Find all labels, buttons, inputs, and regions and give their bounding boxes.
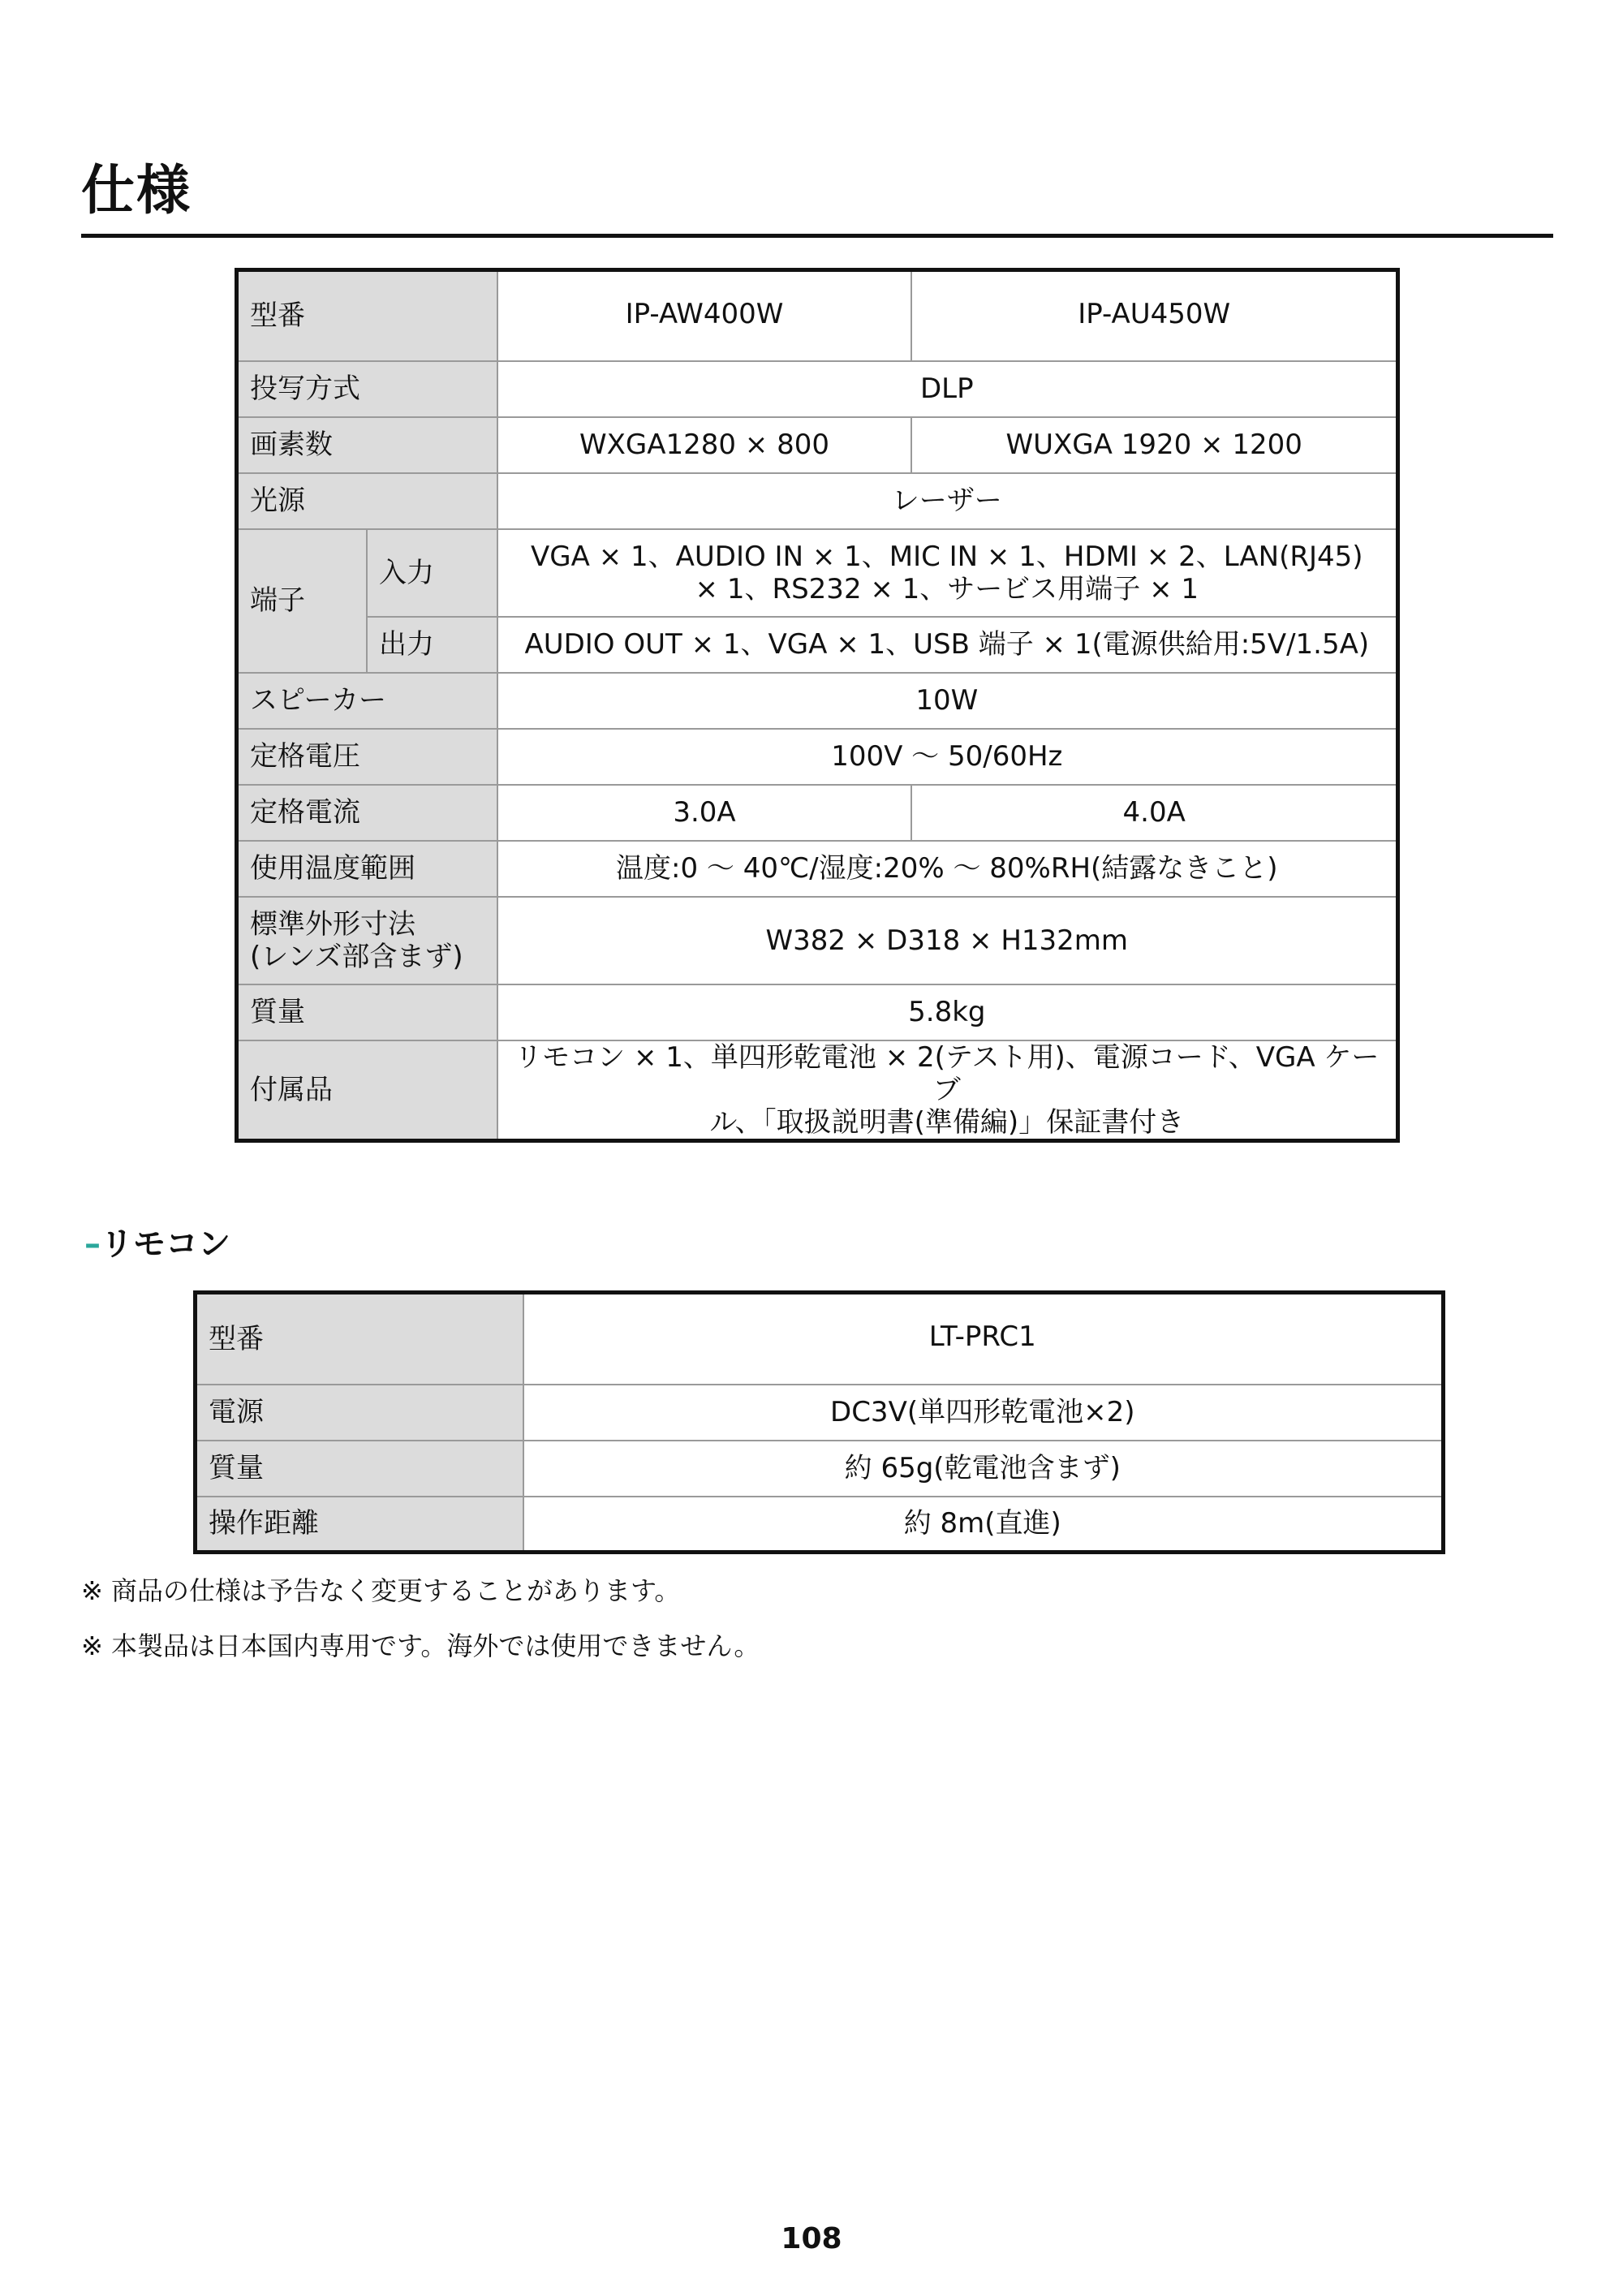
- pixels-value-aw400w: WXGA1280 × 800: [497, 417, 912, 473]
- table-row: [237, 270, 1398, 361]
- row-label-output: 出力: [367, 617, 497, 673]
- speaker-value: 10W: [497, 673, 1398, 729]
- remote-row-label-model: 型番: [196, 1293, 523, 1385]
- dimensions-label-line-2: (レンズ部含まず): [250, 940, 463, 973]
- spec-table: [235, 268, 1400, 1143]
- dimensions-label-line-1: 標準外形寸法: [250, 907, 415, 941]
- rated-current-value-au450w: 4.0A: [911, 785, 1397, 841]
- row-label-projection: 投写方式: [237, 361, 497, 417]
- row-label-temperature: 使用温度範囲: [237, 841, 497, 897]
- remote-power-value: DC3V(単四形乾電池×2): [523, 1385, 1444, 1441]
- row-label-speaker: スピーカー: [237, 673, 497, 729]
- remote-row-label-range: 操作距離: [196, 1497, 523, 1553]
- table-row: [237, 673, 1398, 729]
- row-label-dimensions: [237, 897, 497, 984]
- row-label-accessories: 付属品: [237, 1040, 497, 1141]
- remote-row-label-mass: 質量: [196, 1441, 523, 1497]
- row-label-model: 型番: [237, 270, 497, 361]
- page-number: 108: [781, 2222, 842, 2255]
- table-row: [237, 1040, 1398, 1141]
- table-row: [237, 984, 1398, 1040]
- heading-dash: –: [84, 1226, 101, 1263]
- note-domestic-use-only: ※ 本製品は日本国内専用です。海外では使用できません。: [81, 1630, 760, 1661]
- table-row: [196, 1497, 1444, 1553]
- projection-value: DLP: [497, 361, 1398, 417]
- rated-current-value-aw400w: 3.0A: [497, 785, 912, 841]
- remote-mass-value: 約 65g(乾電池含まず): [523, 1441, 1444, 1497]
- table-row: [237, 897, 1398, 984]
- mass-value: 5.8kg: [497, 984, 1398, 1040]
- table-row: [237, 841, 1398, 897]
- row-label-input: 入力: [367, 529, 497, 617]
- row-label-pixels: 画素数: [237, 417, 497, 473]
- row-label-mass: 質量: [237, 984, 497, 1040]
- dimensions-value: W382 × D318 × H132mm: [497, 897, 1398, 984]
- remote-heading-text: リモコン: [101, 1226, 230, 1263]
- accessories-line-2: ル、「取扱説明書(準備編)」保証書付き: [709, 1105, 1185, 1139]
- table-row: [237, 785, 1398, 841]
- page-title: 仕様: [81, 159, 192, 222]
- note-specification-change: ※ 商品の仕様は予告なく変更することがあります。: [81, 1575, 681, 1606]
- rated-voltage-value: 100V 〜 50/60Hz: [497, 729, 1398, 785]
- table-row: [237, 361, 1398, 417]
- row-label-terminals: 端子: [237, 529, 368, 673]
- accessories-value: [497, 1040, 1398, 1141]
- input-terminals-value: [497, 529, 1398, 617]
- remote-model-value: LT-PRC1: [523, 1293, 1444, 1385]
- temperature-value: 温度:0 〜 40℃/湿度:20% 〜 80%RH(結露なきこと): [497, 841, 1398, 897]
- remote-spec-table: [193, 1290, 1445, 1554]
- title-divider: [81, 234, 1553, 238]
- remote-row-label-power: 電源: [196, 1385, 523, 1441]
- row-label-light-source: 光源: [237, 473, 497, 529]
- table-row: [196, 1385, 1444, 1441]
- table-row: [237, 617, 1398, 673]
- table-row: [237, 729, 1398, 785]
- output-terminals-value: AUDIO OUT × 1、VGA × 1、USB 端子 × 1(電源供給用:5V/1.5A): [497, 617, 1398, 673]
- model-value-au450w: IP-AU450W: [911, 270, 1397, 361]
- remote-range-value: 約 8m(直進): [523, 1497, 1444, 1553]
- remote-section-heading: [84, 1221, 230, 1267]
- row-label-rated-current: 定格電流: [237, 785, 497, 841]
- input-terminals-line-1: VGA × 1、AUDIO IN × 1、MIC IN × 1、HDMI × 2、LAN(RJ45): [531, 540, 1363, 573]
- input-terminals-line-2: × 1、RS232 × 1、サービス用端子 × 1: [695, 572, 1199, 605]
- table-row: [237, 473, 1398, 529]
- table-row: [196, 1441, 1444, 1497]
- row-label-rated-voltage: 定格電圧: [237, 729, 497, 785]
- table-row: [196, 1293, 1444, 1385]
- light-source-value: レーザー: [497, 473, 1398, 529]
- pixels-value-au450w: WUXGA 1920 × 1200: [911, 417, 1397, 473]
- accessories-line-1: リモコン × 1、単四形乾電池 × 2(テスト用)、電源コード、VGA ケーブ: [514, 1040, 1380, 1106]
- model-value-aw400w: IP-AW400W: [497, 270, 912, 361]
- table-row: [237, 417, 1398, 473]
- table-row: [237, 529, 1398, 617]
